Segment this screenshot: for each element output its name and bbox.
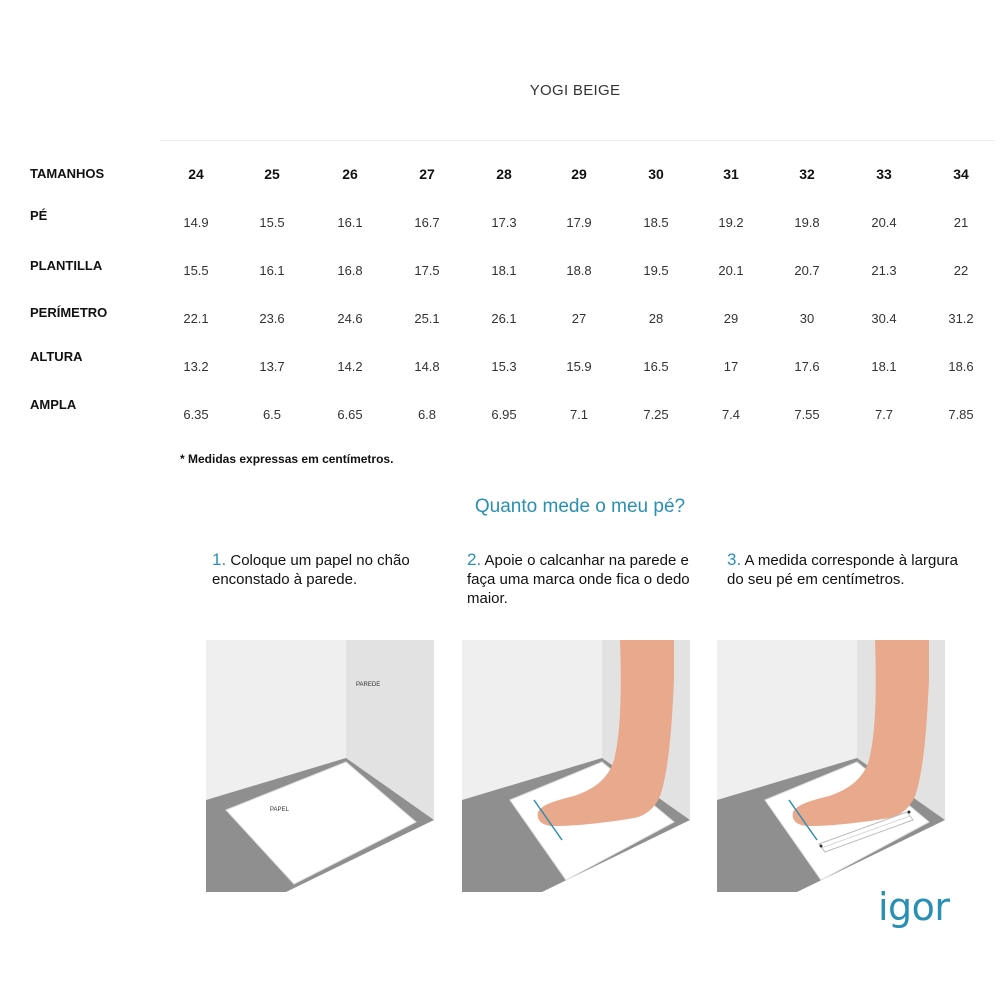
table-cell: 7.4: [721, 407, 741, 422]
table-cell: 19.5: [643, 263, 669, 278]
table-cell: 19.2: [718, 215, 744, 230]
table-row-ampla: [0, 397, 1000, 431]
table-cell: 17.9: [566, 215, 592, 230]
paper-label: PAPEL: [270, 807, 289, 813]
table-cell: 18.5: [643, 215, 669, 230]
table-cell: 7.25: [643, 407, 669, 422]
product-title: YOGI BEIGE: [529, 82, 621, 99]
row-label: PLANTILLA: [30, 258, 103, 273]
table-cell: 6.95: [491, 407, 517, 422]
step-number: 3.: [727, 550, 742, 569]
table-cell: 7.1: [569, 407, 589, 422]
table-cell: 16.7: [414, 215, 440, 230]
table-cell: 18.1: [871, 359, 897, 374]
table-row-pe: [0, 208, 1000, 239]
table-cell: 33: [876, 166, 892, 182]
table-cell: 19.8: [794, 215, 820, 230]
table-cell: 22.1: [183, 311, 209, 326]
guide-title: Quanto mede o meu pé?: [474, 496, 686, 517]
illustration-heel-against-wall: [462, 640, 692, 892]
table-footnote: * Medidas expressas em centímetros.: [180, 452, 394, 466]
row-label: PERÍMETRO: [30, 305, 108, 320]
step-number: 2.: [467, 550, 482, 569]
table-cell: 18.6: [948, 359, 974, 374]
table-cell: 30.4: [871, 311, 897, 326]
table-cell: 15.3: [491, 359, 517, 374]
table-cell: 6.5: [262, 407, 282, 422]
table-cell: 27: [571, 311, 587, 326]
table-cell: 28: [496, 166, 512, 182]
table-cell: 17: [723, 359, 739, 374]
table-cell: 17.6: [794, 359, 820, 374]
measure-start-dot: [820, 845, 823, 848]
table-cell: 20.4: [871, 215, 897, 230]
table-row-altura: [0, 349, 1000, 383]
table-cell: 34: [953, 166, 969, 182]
row-label: TAMANHOS: [30, 166, 105, 181]
table-cell: 31.2: [948, 311, 974, 326]
row-label: PÉ: [30, 208, 48, 223]
table-cell: 27: [419, 166, 435, 182]
divider: [160, 140, 995, 141]
table-cell: 14.2: [337, 359, 363, 374]
table-cell: 30: [799, 311, 815, 326]
table-cell: 13.7: [259, 359, 285, 374]
table-cell: 26.1: [491, 311, 517, 326]
table-cell: 20.7: [794, 263, 820, 278]
table-cell: 25.1: [414, 311, 440, 326]
table-cell: 16.1: [337, 215, 363, 230]
table-cell: 6.8: [417, 407, 437, 422]
table-cell: 29: [723, 311, 739, 326]
table-cell: 21: [953, 215, 969, 230]
table-cell: 13.2: [183, 359, 209, 374]
row-label: AMPLA: [30, 397, 77, 412]
step-3: [727, 550, 967, 589]
table-cell: 31: [723, 166, 739, 182]
table-cell: 16.8: [337, 263, 363, 278]
table-cell: 24.6: [337, 311, 363, 326]
step-text: A medida corresponde à largura do seu pé em centímetros.: [727, 552, 958, 588]
table-row-perimetro: [0, 305, 1000, 335]
table-row-plantilla: [0, 258, 1000, 287]
table-cell: 26: [342, 166, 358, 182]
row-label: ALTURA: [30, 349, 83, 364]
table-cell: 22: [953, 263, 969, 278]
table-cell: 18.1: [491, 263, 517, 278]
table-cell: 24: [188, 166, 204, 182]
table-cell: 7.7: [874, 407, 894, 422]
brand-logo: igor: [878, 885, 950, 929]
step-2: [467, 550, 707, 608]
table-cell: 15.9: [566, 359, 592, 374]
table-cell: 30: [648, 166, 664, 182]
table-cell: 14.9: [183, 215, 209, 230]
table-cell: 29: [571, 166, 587, 182]
table-cell: 20.1: [718, 263, 744, 278]
illustration-measure-foot: [717, 640, 947, 892]
table-cell: 25: [264, 166, 280, 182]
table-cell: 28: [648, 311, 664, 326]
step-1: [212, 550, 452, 589]
illustration-paper-against-wall: [206, 640, 436, 892]
table-cell: 15.5: [259, 215, 285, 230]
step-number: 1.: [212, 550, 227, 569]
table-cell: 6.35: [183, 407, 209, 422]
table-row-sizes: [0, 166, 1000, 190]
table-cell: 21.3: [871, 263, 897, 278]
table-cell: 7.85: [948, 407, 974, 422]
table-cell: 16.1: [259, 263, 285, 278]
measure-end-dot: [908, 811, 911, 814]
table-cell: 6.65: [337, 407, 363, 422]
table-cell: 23.6: [259, 311, 285, 326]
table-cell: 7.55: [794, 407, 820, 422]
table-cell: 16.5: [643, 359, 669, 374]
table-cell: 14.8: [414, 359, 440, 374]
step-text: Coloque um papel no chão enconstado à parede.: [212, 552, 410, 588]
table-cell: 18.8: [566, 263, 592, 278]
wall-label: PAREDE: [356, 682, 381, 688]
step-text: Apoie o calcanhar na parede e faça uma marca onde fica o dedo maior.: [467, 552, 690, 607]
table-cell: 17.5: [414, 263, 440, 278]
table-cell: 15.5: [183, 263, 209, 278]
table-cell: 17.3: [491, 215, 517, 230]
table-cell: 32: [799, 166, 815, 182]
